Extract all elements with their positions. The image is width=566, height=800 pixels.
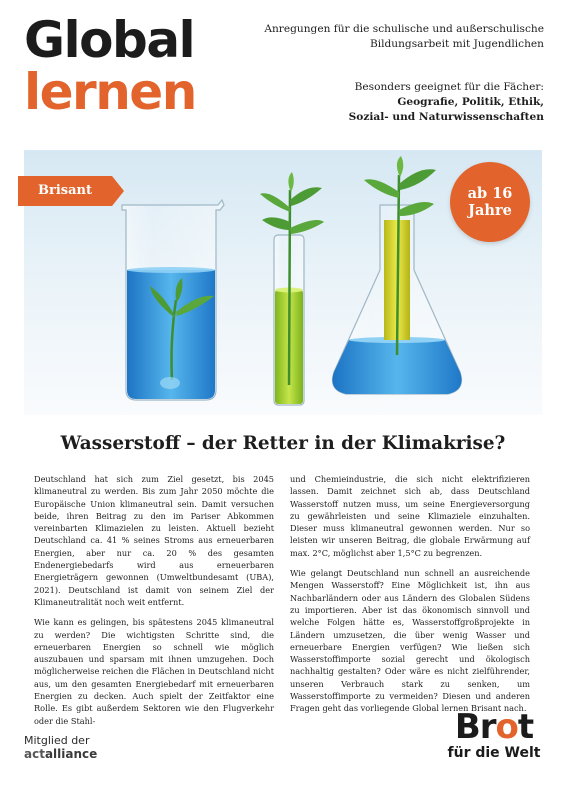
age-badge: [450, 162, 530, 242]
member-label: Mitglied der: [24, 734, 90, 747]
brand-subline: für die Welt: [447, 745, 541, 761]
beaker-illustration: [122, 200, 224, 400]
actalliance-logo-act: act: [24, 747, 45, 761]
flask-illustration: [333, 156, 462, 394]
brisant-tag: Brisant: [18, 176, 112, 206]
paragraph: und Chemieindustrie, die sich nicht elektrifizieren lassen. Damit zeichnet sich ab, dass Deutschland Wasserstoff nutzen muss, um seine Energieversorgung zu gewährleisten und seine Klimaziele einzuhalten. Dieser muss klimaneutral gewonnen werden. Nur so leisten wir unseren Beitrag, die globale Erwärmung auf max. 2°C, möglichst aber 1,5°C zu begrenzen.: [290, 474, 530, 558]
intro-line-1: Anregungen für die schulische und außerschulische: [264, 23, 544, 35]
paragraph: Deutschland hat sich zum Ziel gesetzt, bis 2045 klimaneutral zu werden. Bis zum Jahr 2050 möchte die Europäische Union klimaneutral sein. Damit versuchen beide, ihren Beitrag zu den im Pariser Abkommen vereinbarten Klimazielen zu leisten. Aktuell bezieht Deutschland ca. 41 % seines Stroms aus erneuerbaren Energien, aber nur ca. 20 % des gesamten Endenergiebedarfs wird aus erneuerbaren Energieträgern gewonnen (Umweltbundesamt (UBA), 2021). Deutschland ist damit von seinem Ziel der Klimaneutralität noch weit entfernt.: [34, 474, 274, 607]
actalliance-logo-alliance: alliance: [44, 747, 98, 761]
global-lernen-logo: [24, 11, 196, 121]
article-title: Wasserstoff – der Retter in der Klimakrise?: [60, 433, 506, 454]
brand-wordmark: [442, 707, 546, 747]
subjects-block: [254, 80, 544, 125]
age-badge-line-2: Jahre: [468, 202, 512, 219]
intro-line-2: Bildungsarbeit mit Jugendlichen: [369, 38, 544, 50]
brand-wordmark-part: t: [517, 707, 534, 747]
paragraph: Wie kann es gelingen, bis spätestens 2045 klimaneutral zu werden? Die wichtigsten Schritte sind, die erneuerbaren Energien so schnell wie möglich auszubauen und sparsam mit ihnen umzugehen. Doch möglicherweise reichen die Flächen in Deutschland nicht aus, um den gesamten Energiebedarf mit erneuerbaren Energien zu decken. Auch spielt der Zeitfaktor eine Rolle. Es gibt außerdem Sektoren wie den Flugverkehr oder die Stahl-: [34, 617, 274, 726]
logo-word-lernen: lernen: [24, 63, 196, 121]
paragraph: Wie gelangt Deutschland nun schnell an ausreichende Mengen Wasserstoff? Eine Möglichkeit ist, ihn aus Nachbarländern oder aus Ländern des Globalen Südens zu importieren. Aber ist das ökonomisch sinnvoll und welche Folgen hätte es, Wasserstoffgroßprojekte in Ländern umzusetzen, die über wenig Wasser und erneuerbare Energien verfügen? Wie ließen sich Wasserstoffimporte sozial gerecht und ökologisch nachhaltig gestalten? Oder wäre es nicht zielführender, unseren Verbrauch stark zu senken, um Wasserstoffimporte zu vermeiden? Diesen und anderen Fragen geht das vorliegende Global lernen Brisant nach.: [290, 568, 530, 714]
subjects-line-1: Geografie, Politik, Ethik,: [397, 96, 544, 108]
right-column: [290, 473, 530, 723]
brot-fuer-die-welt-logo: [442, 707, 546, 762]
brand-wordmark-accent: o: [495, 707, 518, 747]
subjects-line-2: Sozial- und Naturwissenschaften: [348, 111, 544, 123]
logo-word-global: Global: [24, 11, 195, 69]
test-tube-illustration: [260, 172, 324, 405]
brand-wordmark-part: Br: [454, 707, 496, 747]
left-column: [34, 473, 274, 735]
age-badge-line-1: ab 16: [467, 185, 513, 202]
intro-text: [254, 22, 544, 52]
actalliance-logo: [24, 747, 97, 761]
actalliance-membership: [24, 734, 97, 761]
subjects-heading: Besonders geeignet für die Fächer:: [354, 81, 544, 93]
